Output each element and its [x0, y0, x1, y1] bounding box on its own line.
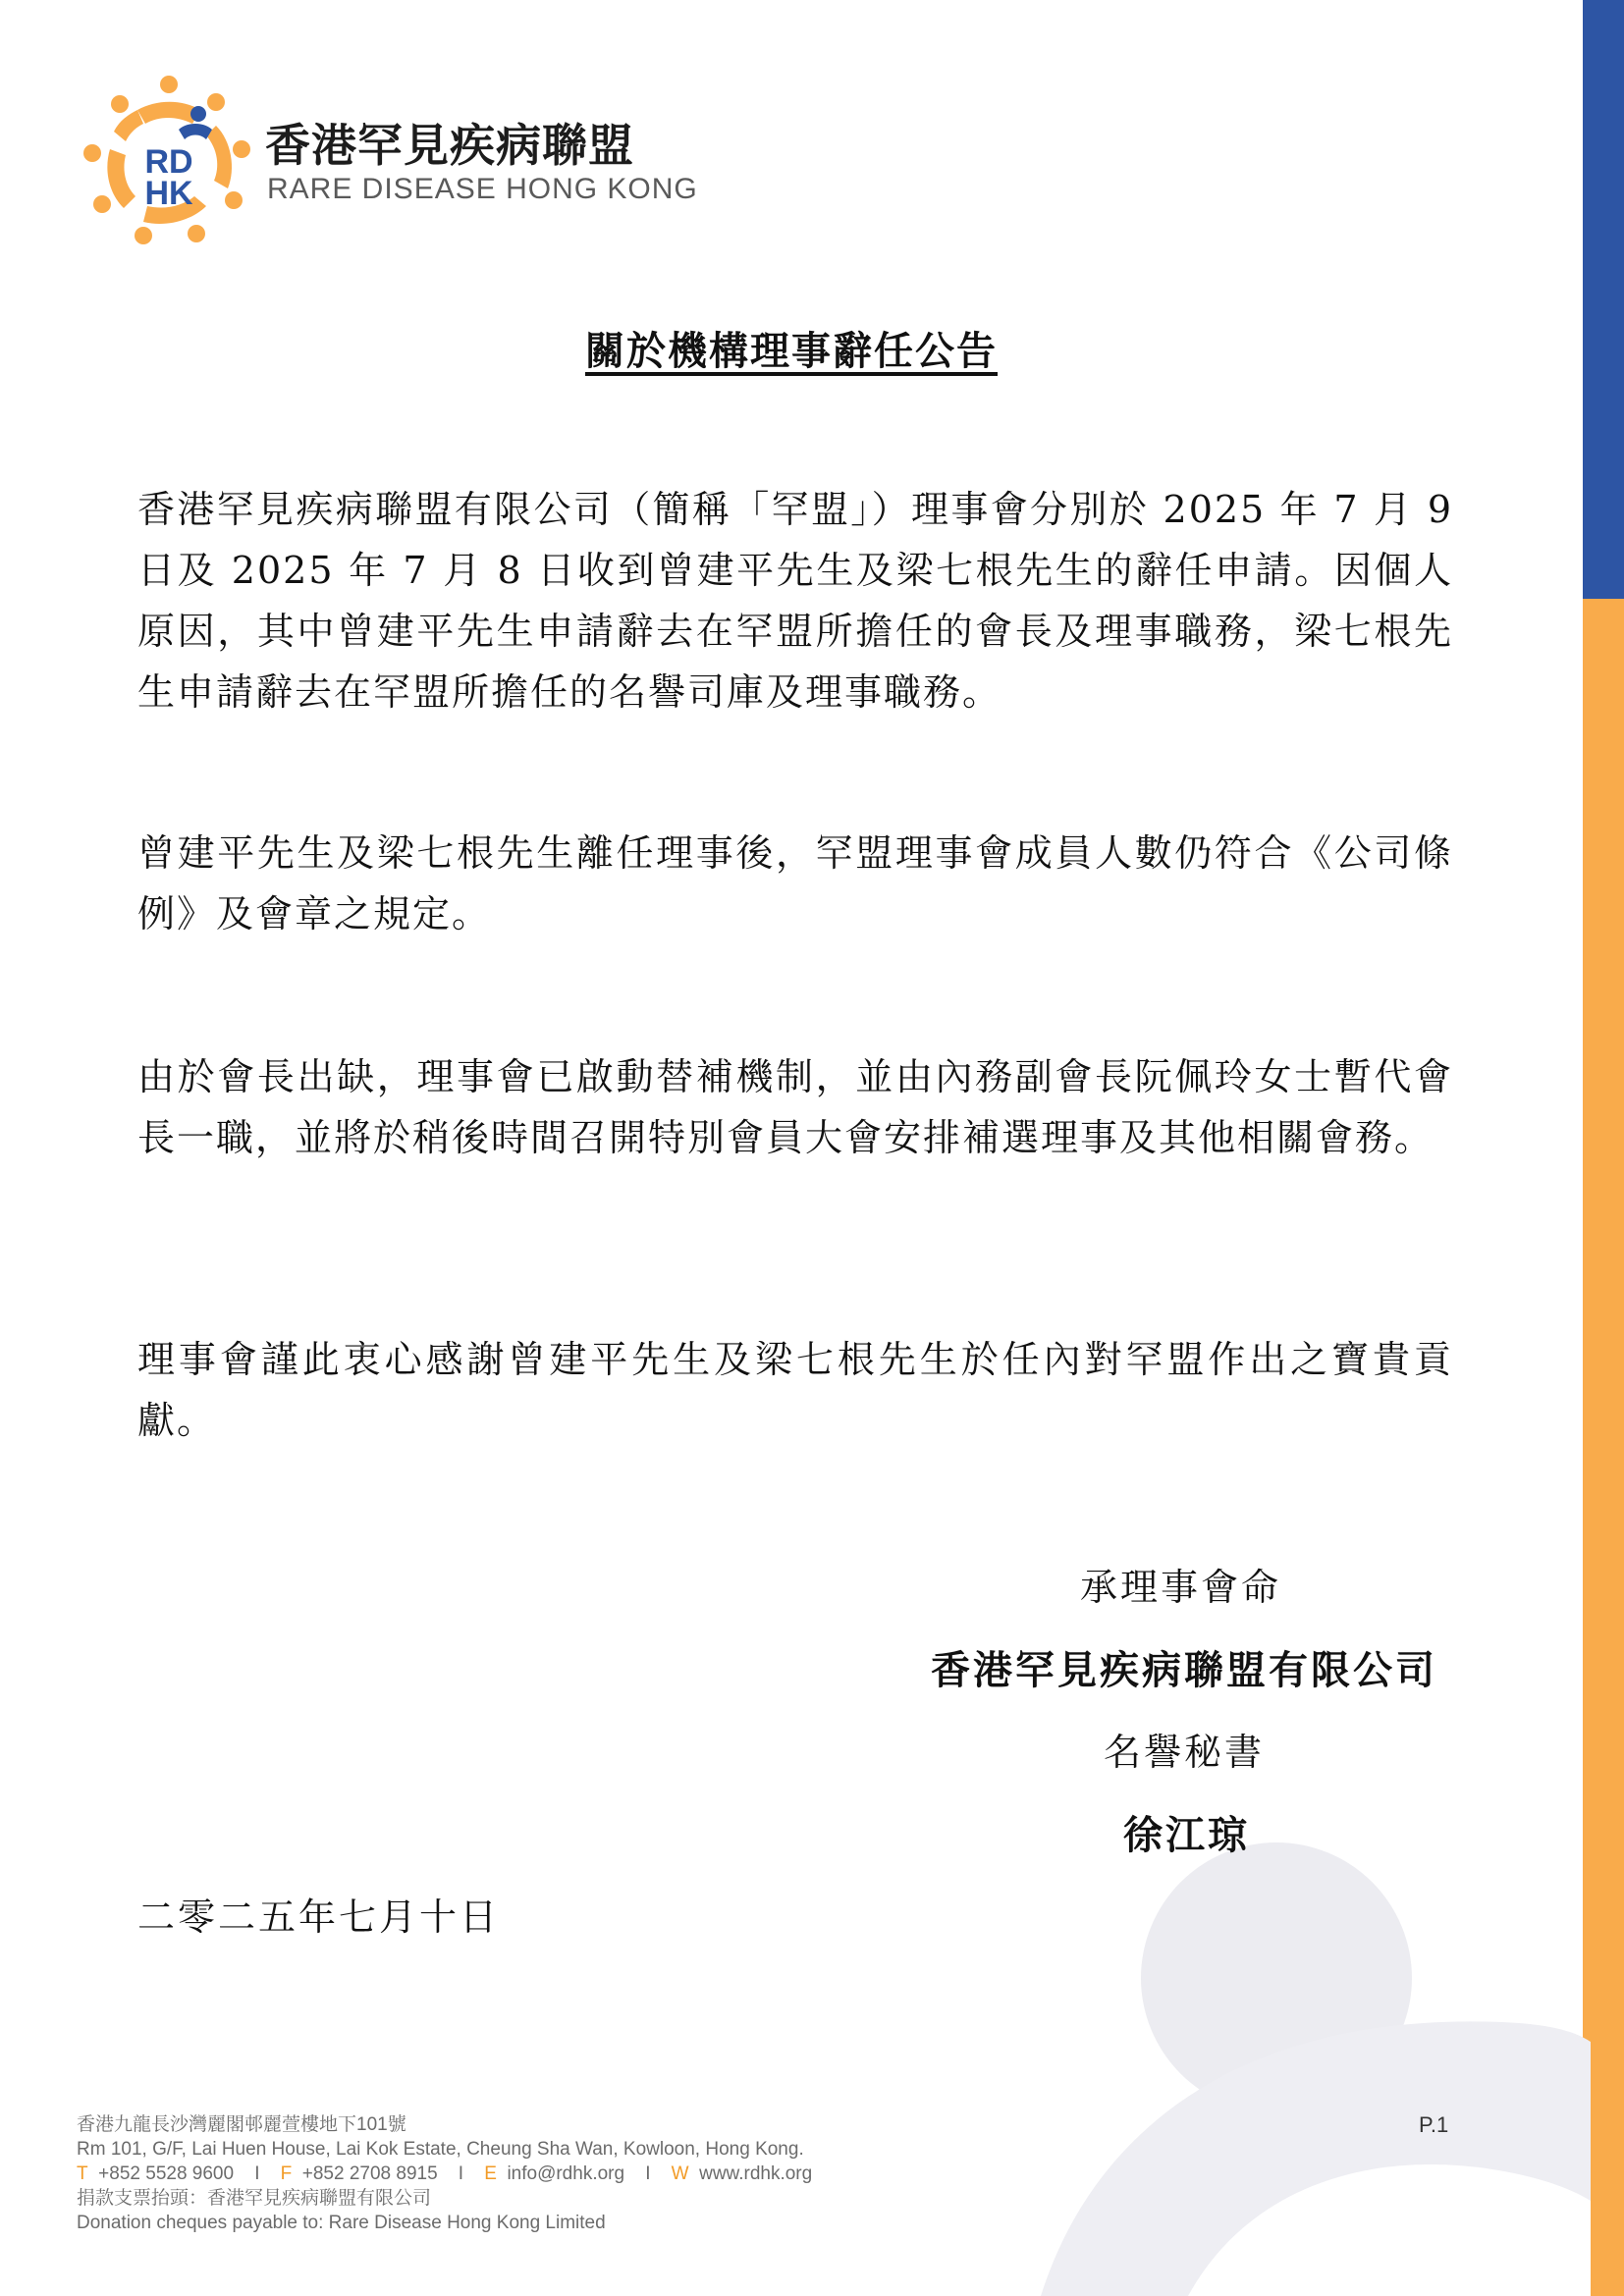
notice-paragraph-1: 香港罕見疾病聯盟有限公司（簡稱「罕盟」）理事會分別於 2025 年 7 月 9 日及 2025 年 7 月 8 日收到曾建平先生及梁七根先生的辭任申請。因個人原因，其中曾建平先生申請辭去在罕盟所擔任的會長及理事職務，梁七根先生申請辭去在罕盟所擔任的名譽司庫及理事職務。: [137, 488, 1453, 714]
phone-number: +852 5528 9600: [98, 2163, 235, 2184]
website-url: www.rdhk.org: [699, 2163, 813, 2184]
background-decoration: [1041, 1836, 1591, 2296]
signature-by-order: 承理事會命: [1080, 1566, 1282, 1609]
svg-text:HK: HK: [144, 175, 193, 212]
footer-separator: I: [645, 2163, 651, 2184]
email-address: info@rdhk.org: [507, 2163, 625, 2184]
email-label: E: [484, 2163, 497, 2184]
footer-separator: I: [458, 2163, 464, 2184]
fax-number: +852 2708 8915: [301, 2163, 438, 2184]
logo-org-name-en: RARE DISEASE HONG KONG: [267, 173, 698, 205]
signature-name: 徐江琼: [1123, 1812, 1250, 1858]
phone-label: T: [77, 2163, 88, 2184]
rdhk-logo-mark: [79, 71, 260, 252]
organization-logo: [79, 71, 766, 267]
logo-org-name-zh: 香港罕見疾病聯盟: [265, 119, 634, 172]
page-number: P.1: [1419, 2112, 1449, 2137]
notice-paragraph-2: 曾建平先生及梁七根先生離任理事後，罕盟理事會成員人數仍符合《公司條例》及會章之規定。: [137, 831, 1453, 935]
footer-donation-zh: 捐款支票抬頭：香港罕見疾病聯盟有限公司: [77, 2188, 432, 2209]
fax-label: F: [280, 2163, 293, 2184]
footer-address-zh: 香港九龍長沙灣麗閣邨麗萱樓地下101號: [77, 2114, 406, 2135]
side-accent-bar-blue: [1583, 0, 1624, 599]
footer-address-en: Rm 101, G/F, Lai Huen House, Lai Kok Estate, Cheung Sha Wan, Kowloon, Hong Kong.: [77, 2139, 804, 2160]
footer-contact-line: [77, 2162, 812, 2186]
notice-paragraph-4: 理事會謹此衷心感謝曾建平先生及梁七根先生於任內對罕盟作出之寶貴貢獻。: [137, 1338, 1453, 1442]
svg-text:RD: RD: [144, 143, 193, 181]
notice-title: 關於機構理事辭任公告: [585, 328, 998, 374]
footer-donation-en: Donation cheques payable to: Rare Disease Hong Kong Limited: [77, 2213, 606, 2233]
signature-role: 名譽秘書: [1104, 1731, 1266, 1774]
footer-contact-block: [77, 2112, 812, 2235]
notice-date: 二零二五年七月十日: [137, 1896, 501, 1939]
notice-paragraph-3: 由於會長出缺，理事會已啟動替補機制，並由內務副會長阮佩玲女士暫代會長一職，並將於稍後時間召開特別會員大會安排補選理事及其他相關會務。: [137, 1055, 1453, 1159]
web-label: W: [671, 2163, 689, 2184]
footer-separator: I: [254, 2163, 260, 2184]
signature-organization: 香港罕見疾病聯盟有限公司: [931, 1647, 1437, 1693]
